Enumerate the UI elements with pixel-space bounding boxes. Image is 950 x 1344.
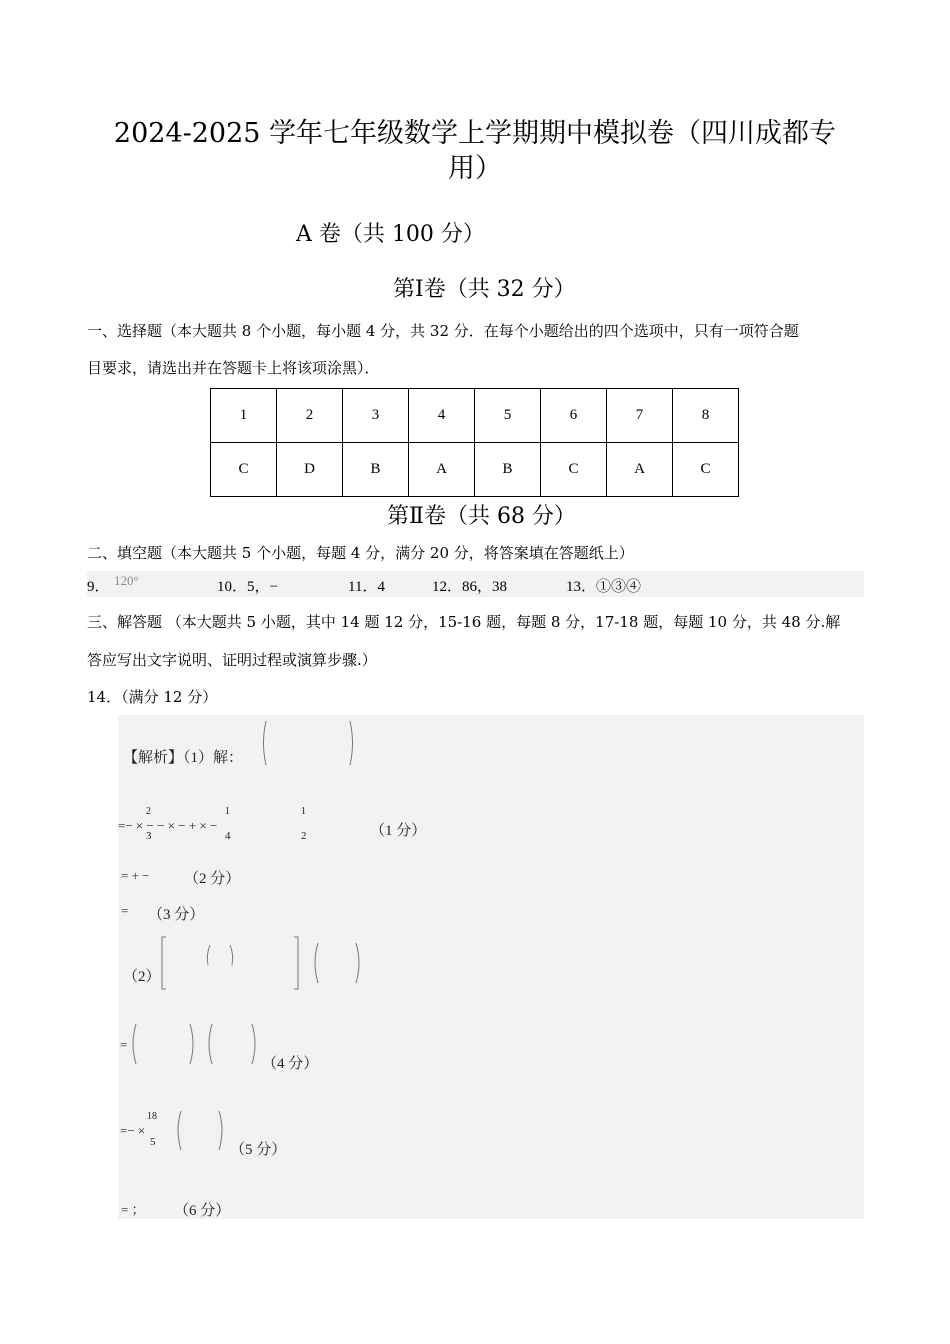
step5-expression: =− × [120, 1123, 146, 1138]
fill-answer-12: 12．86，38 [432, 579, 508, 595]
table-cell-answer: D [277, 443, 343, 497]
expression-brackets-4 [128, 1020, 263, 1070]
expression-bracket-5 [173, 1108, 228, 1156]
fill-answer-11: 11．4 [348, 579, 385, 595]
section-a-heading: A 卷（共 100 分） [296, 222, 485, 247]
part2-heading: 第Ⅱ卷（共 68 分） [387, 504, 576, 529]
fill-answers-bar [87, 571, 864, 597]
table-cell-answer: B [475, 443, 541, 497]
step5-denominator: 5 [150, 1136, 156, 1148]
step1-numerator-3: 1 [301, 806, 306, 817]
document-title-line2: 用） [448, 153, 502, 184]
step2-points: （2 分） [184, 871, 241, 887]
table-cell-answer: B [343, 443, 409, 497]
step6-points: （6 分） [174, 1203, 231, 1219]
step3-points: （3 分） [148, 907, 205, 923]
step5-numerator: 18 [147, 1111, 157, 1122]
table-cell-number: 4 [409, 389, 475, 443]
step2-expression: = + − [121, 868, 150, 883]
fill-answer-9-label: 9． [87, 579, 110, 595]
q3-instructions-line2: 答应写出文字说明、证明过程或演算步骤.） [87, 651, 377, 669]
document-title-line1: 2024-2025 学年七年级数学上学期期中模拟卷（四川成都专 [113, 118, 837, 149]
step1-denominator-3: 2 [301, 830, 307, 842]
step5-points: （5 分） [230, 1142, 287, 1158]
q3-instructions-line1: 三、解答题 （本大题共 5 小题，其中 14 题 12 分，15-16 题，每题 8 分，17-18 题，每题 10 分，共 48 分.解 [87, 613, 841, 631]
expression-brackets-2 [158, 935, 368, 993]
expression-bracket-1 [260, 719, 360, 767]
step1-numerator-2: 1 [225, 806, 230, 817]
table-cell-number: 6 [541, 389, 607, 443]
q1-instructions-line1: 一、选择题（本大题共 8 个小题，每小题 4 分，共 32 分．在每个小题给出的四个选项中，只有一项符合题 [87, 322, 799, 340]
table-cell-answer: A [607, 443, 673, 497]
table-cell-number: 1 [211, 389, 277, 443]
step4-expression: = [120, 1037, 128, 1052]
part2-label: （2） [123, 969, 161, 985]
step1-numerator-1: 2 [146, 806, 151, 817]
table-cell-number: 8 [673, 389, 739, 443]
step3-expression: = [121, 903, 129, 918]
table-cell-number: 7 [607, 389, 673, 443]
q14-header: 14．（满分 12 分） [87, 688, 218, 706]
step1-expression: =− × − − × − + × − [118, 818, 218, 833]
q2-instructions: 二、填空题（本大题共 5 个小题，每题 4 分，满分 20 分，将答案填在答题纸上） [87, 544, 634, 562]
fill-answer-13: 13．①③④ [566, 579, 642, 595]
answer-table [210, 388, 739, 497]
step1-denominator-2: 4 [225, 830, 231, 842]
table-cell-answer: C [211, 443, 277, 497]
answer-table-answer-row [211, 443, 739, 497]
table-cell-number: 5 [475, 389, 541, 443]
table-cell-number: 3 [343, 389, 409, 443]
table-cell-number: 2 [277, 389, 343, 443]
solution-panel [118, 715, 864, 1219]
answer-table-number-row [211, 389, 739, 443]
step1-points: （1 分） [370, 823, 427, 839]
solution-intro: 【解析】（1）解： [123, 750, 244, 766]
fill-answer-10: 10．5，− [217, 579, 278, 595]
step6-expression: = ； [121, 1202, 145, 1217]
table-cell-answer: A [409, 443, 475, 497]
table-cell-answer: C [541, 443, 607, 497]
part1-heading: 第Ⅰ卷（共 32 分） [393, 277, 576, 302]
q1-instructions-line2: 目要求，请选出并在答题卡上将该项涂黑）． [87, 359, 380, 377]
step4-points: （4 分） [262, 1056, 319, 1072]
table-cell-answer: C [673, 443, 739, 497]
step1-denominator-1: 3 [146, 830, 152, 842]
fill-answer-9-value: 120° [114, 573, 139, 588]
